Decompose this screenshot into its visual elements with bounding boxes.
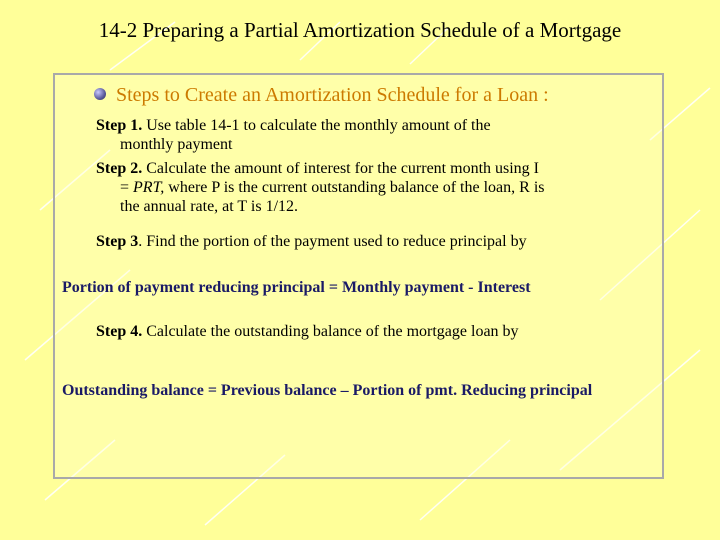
slide-title: 14-2 Preparing a Partial Amortization Schedule of a Mortgage	[98, 18, 622, 42]
step-4-text: Calculate the outstanding balance of the mortgage loan by	[142, 323, 519, 340]
step-2-formula-pre: =	[120, 179, 134, 196]
step-2	[96, 159, 656, 216]
balance-formula: Outstanding balance = Previous balance – Portion of pmt. Reducing principal	[62, 382, 593, 399]
step-1-text: Use table 14-1 to calculate the monthly amount of the	[142, 117, 491, 134]
step-3-label: Step 3	[96, 233, 139, 250]
step-3	[96, 232, 656, 251]
bullet-heading-text: Steps to Create an Amortization Schedule for a Loan :	[116, 84, 549, 106]
step-2-formula-italic: PRT,	[133, 179, 165, 196]
step-1-continuation: monthly payment	[120, 136, 233, 153]
step-4-label: Step 4.	[96, 323, 143, 340]
step-2-continuation-2: the annual rate, at T is 1/12.	[120, 198, 299, 215]
step-3-text: . Find the portion of the payment used to reduce principal by	[138, 233, 527, 250]
step-2-text: Calculate the amount of interest for the current month using I	[142, 160, 540, 177]
step-2-label: Step 2.	[96, 160, 143, 177]
step-1-label: Step 1.	[96, 117, 143, 134]
step-1	[96, 116, 656, 154]
bullet-heading	[94, 84, 549, 107]
step-2-formula-post: where P is the current outstanding balance of the loan, R is	[164, 179, 545, 196]
bullet-icon	[94, 88, 106, 100]
step-4	[96, 322, 656, 341]
step-2-continuation	[96, 178, 656, 197]
principal-formula: Portion of payment reducing principal = Monthly payment - Interest	[62, 279, 531, 296]
